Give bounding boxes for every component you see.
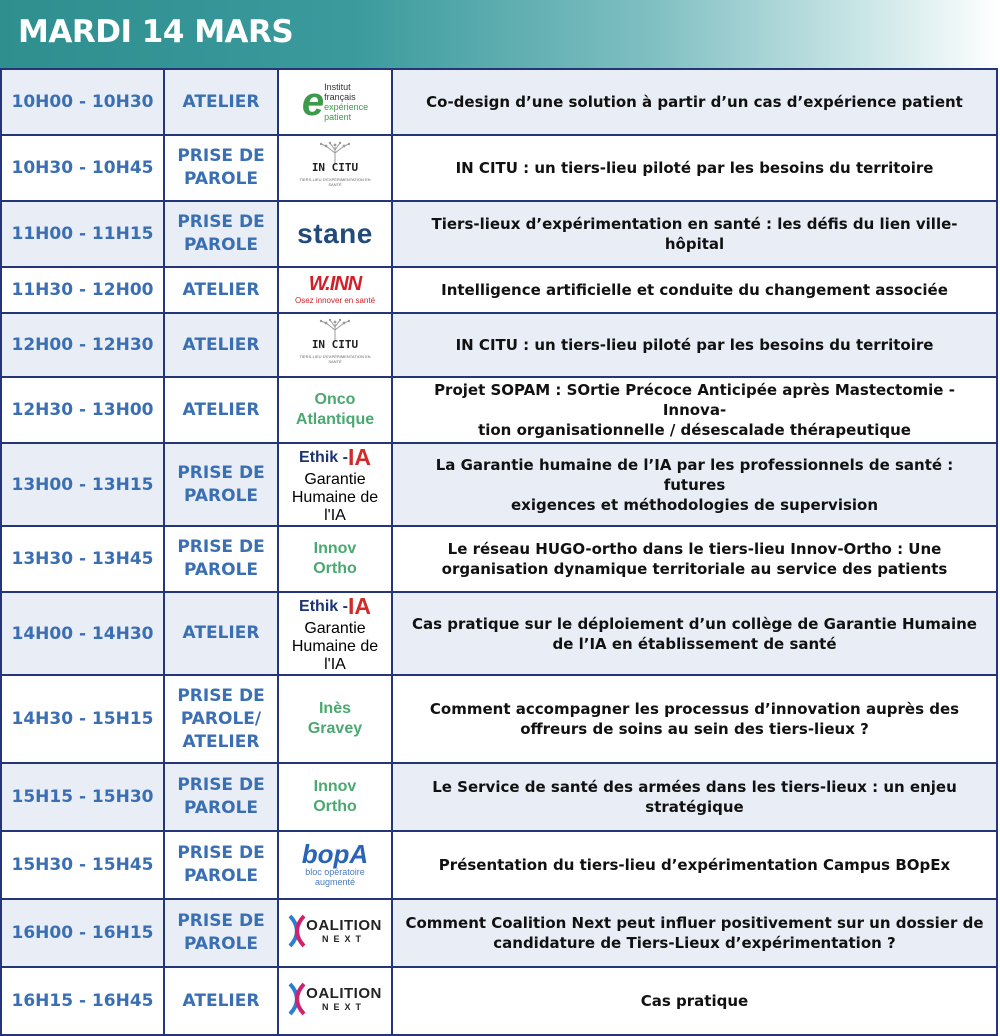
tree-icon (312, 318, 358, 340)
session-row (1, 592, 997, 675)
incitu-logo-text: IN CITU (311, 338, 359, 351)
session-title-line: candidature de Tiers-Lieux d’expérimentation ? (493, 934, 896, 952)
session-type-line: ATELIER (182, 990, 260, 1011)
session-row (1, 675, 997, 763)
session-title (392, 592, 997, 675)
session-type-line: PAROLE (183, 485, 259, 506)
ifep-logo-line: français (324, 92, 356, 102)
onco-atlantique-logo (296, 390, 374, 430)
session-logo (278, 592, 392, 675)
ifep-logo-line: Institut (324, 82, 351, 92)
coalition-logo-next: NEXT (321, 1002, 366, 1012)
session-time: 13H30 - 13H45 (1, 526, 164, 592)
winn-logo (295, 273, 375, 305)
session-type-line: PAROLE (183, 934, 259, 954)
session-title (392, 831, 997, 899)
session-title (392, 201, 997, 267)
session-title-line: Cas pratique (640, 992, 749, 1010)
ethik-logo-tagline: Garantie Humaine de l'IA (291, 620, 379, 673)
innov-ortho-logo (313, 539, 357, 579)
winn-logo-text: W.INN (308, 273, 362, 295)
session-row (1, 377, 997, 443)
tree-icon (312, 141, 358, 163)
ia-logo-text: IA (347, 593, 371, 619)
ethik-ia-logo (279, 444, 391, 525)
session-type-line: PRISE DE (177, 843, 265, 863)
session-type-line: PRISE DE (177, 775, 265, 795)
session-title (392, 313, 997, 377)
bopa-logo-line: augmenté (314, 877, 355, 887)
session-logo (278, 967, 392, 1035)
session-title-line: Tiers-lieux d’expérimentation en santé : les défis du lien ville-hôpital (431, 215, 958, 253)
ethik-logo-text: Ethik - (299, 448, 348, 466)
session-time: 16H00 - 16H15 (1, 899, 164, 967)
ifep-logo-line: patient (324, 112, 352, 122)
session-logo (278, 763, 392, 831)
session-title-line: Intelligence artificielle et conduite du changement associée (441, 281, 948, 299)
session-logo (278, 377, 392, 443)
session-type (164, 69, 278, 135)
session-type (164, 135, 278, 201)
innov-ortho-logo-line: Innov (313, 540, 357, 557)
session-time: 12H00 - 12H30 (1, 313, 164, 377)
session-type-line: PRISE DE (177, 212, 265, 232)
day-banner (0, 0, 1000, 68)
session-logo (278, 899, 392, 967)
session-time: 15H30 - 15H45 (1, 831, 164, 899)
session-title-line: IN CITU : un tiers-lieu piloté par les besoins du territoire (455, 336, 934, 354)
incitu-logo (298, 318, 372, 368)
session-type-line: PRISE DE (177, 146, 265, 166)
innov-ortho-logo-line: Innov (313, 778, 357, 795)
session-logo (278, 675, 392, 763)
session-row (1, 443, 997, 526)
incitu-logo-tagline: TIERS-LIEU D'EXPÉRIMENTATION EN SANTÉ (299, 177, 371, 187)
session-type-line: PRISE DE (177, 685, 265, 706)
session-type (164, 763, 278, 831)
ifep-logo (302, 82, 368, 122)
session-title (392, 967, 997, 1035)
session-row (1, 831, 997, 899)
session-title (392, 526, 997, 592)
ifep-logo-line: expérience (324, 102, 369, 112)
coalition-next-logo (288, 914, 382, 948)
session-row (1, 899, 997, 967)
ethik-logo-text: Ethik - (299, 597, 348, 615)
session-logo (278, 69, 392, 135)
session-title-line: Le réseau HUGO-ortho dans le tiers-lieu Innov-Ortho : Une (447, 540, 942, 558)
ethik-logo-tagline: Garantie Humaine de l'IA (291, 471, 379, 524)
session-logo (278, 443, 392, 526)
session-title-line: tion organisationnelle / désescalade thérapeutique (478, 421, 911, 439)
session-type (164, 313, 278, 377)
session-title-line: Présentation du tiers-lieu d’expérimentation Campus BOpEx (438, 856, 951, 874)
schedule-table (0, 68, 998, 1036)
session-type-line: PAROLE (183, 798, 259, 818)
onco-atlantique-logo-line: Atlantique (295, 411, 375, 428)
session-time: 14H00 - 14H30 (1, 592, 164, 675)
session-title (392, 69, 997, 135)
coalition-logo-name: OALITION (306, 917, 382, 934)
session-type (164, 526, 278, 592)
ines-gravey-logo-line: Gravey (307, 720, 363, 737)
session-title (392, 443, 997, 526)
ethik-ia-wordmark (299, 444, 371, 471)
session-type-line: PRISE DE (177, 537, 265, 557)
session-time: 10H00 - 10H30 (1, 69, 164, 135)
session-type-line: PAROLE (183, 235, 259, 255)
session-logo (278, 313, 392, 377)
coalition-logo-next: NEXT (321, 934, 366, 944)
session-title-line: organisation dynamique territoriale au service des patients (441, 560, 948, 578)
session-logo (278, 831, 392, 899)
ifep-logo-text (324, 82, 368, 122)
session-logo (278, 201, 392, 267)
session-type-line: PRISE DE (177, 462, 265, 483)
bopa-logo-text: bopA (301, 839, 369, 869)
coalition-logo-text (306, 986, 382, 1012)
bopa-logo (302, 841, 368, 887)
session-type (164, 443, 278, 526)
session-title (392, 899, 997, 967)
session-title-line: Cas pratique sur le déploiement d’un collège de Garantie Humaine (412, 614, 977, 633)
innov-ortho-logo (313, 777, 357, 817)
stane-logo: stane (297, 218, 373, 249)
session-row (1, 201, 997, 267)
session-title-line: Projet SOPAM : SOrtie Précoce Anticipée après Mastectomie - Innova- (434, 381, 955, 419)
coalition-next-logo (288, 982, 382, 1016)
session-row (1, 967, 997, 1035)
session-type-line: PAROLE/ (180, 708, 262, 729)
session-time: 14H30 - 15H15 (1, 675, 164, 763)
session-title-line: exigences et méthodologies de supervision (510, 495, 879, 514)
onco-atlantique-logo-line: Onco (314, 391, 356, 408)
coalition-x-icon (288, 914, 306, 948)
session-type-line: PAROLE (183, 169, 259, 189)
session-title-line: Comment accompagner les processus d’innovation auprès des (429, 700, 960, 718)
session-title-line: de l’IA en établissement de santé (552, 634, 837, 653)
winn-logo-tagline: Osez innover en santé (294, 296, 376, 305)
incitu-logo-tagline: TIERS-LIEU D'EXPÉRIMENTATION EN SANTÉ (299, 354, 371, 364)
session-type-line: ATELIER (182, 399, 260, 420)
ethik-ia-wordmark (299, 593, 371, 620)
session-type (164, 831, 278, 899)
session-title (392, 135, 997, 201)
session-type-line: PAROLE (183, 560, 259, 580)
session-title-line: La Garantie humaine de l’IA par les professionnels de santé : futures (435, 455, 954, 494)
session-title (392, 763, 997, 831)
coalition-logo-name: OALITION (306, 985, 382, 1002)
session-type-line: PRISE DE (177, 911, 265, 931)
session-type-line: ATELIER (182, 91, 260, 112)
session-type-line: ATELIER (182, 623, 260, 643)
ines-gravey-logo (308, 699, 362, 739)
session-time: 11H00 - 11H15 (1, 201, 164, 267)
incitu-logo (298, 141, 372, 191)
session-row (1, 69, 997, 135)
session-type-line: ATELIER (182, 731, 260, 752)
session-time: 10H30 - 10H45 (1, 135, 164, 201)
ines-gravey-logo-line: Inès (318, 700, 351, 717)
ifep-e-mark-icon: e (301, 80, 325, 124)
session-title (392, 267, 997, 313)
session-title-line: offreurs de soins au sein des tiers-lieux ? (520, 720, 869, 738)
session-title-line: Comment Coalition Next peut influer positivement sur un dossier de (405, 914, 984, 932)
ia-logo-text: IA (347, 444, 371, 470)
innov-ortho-logo-line: Ortho (313, 560, 357, 577)
session-title (392, 675, 997, 763)
ethik-ia-logo (279, 593, 391, 674)
session-type (164, 899, 278, 967)
session-time: 12H30 - 13H00 (1, 377, 164, 443)
session-type (164, 267, 278, 313)
session-title (392, 377, 997, 443)
session-title-line: stratégique (645, 798, 744, 816)
session-type (164, 967, 278, 1035)
session-logo (278, 526, 392, 592)
session-type (164, 201, 278, 267)
session-title-line: Le Service de santé des armées dans les tiers-lieux : un enjeu (432, 778, 957, 796)
session-type (164, 675, 278, 763)
session-row (1, 526, 997, 592)
day-title: MARDI 14 MARS (18, 14, 294, 50)
session-type-line: ATELIER (182, 334, 260, 355)
session-row (1, 267, 997, 313)
session-time: 11H30 - 12H00 (1, 267, 164, 313)
session-logo (278, 267, 392, 313)
bopa-logo-line: bloc opératoire (305, 867, 365, 877)
session-time: 15H15 - 15H30 (1, 763, 164, 831)
session-title-line: IN CITU : un tiers-lieu piloté par les besoins du territoire (455, 159, 934, 177)
innov-ortho-logo-line: Ortho (313, 798, 357, 815)
incitu-logo-text: IN CITU (311, 161, 359, 174)
session-type (164, 377, 278, 443)
session-row (1, 135, 997, 201)
session-row (1, 763, 997, 831)
session-type-line: PAROLE (183, 866, 259, 886)
session-logo (278, 135, 392, 201)
session-title-line: Co-design d’une solution à partir d’un cas d’expérience patient (426, 93, 963, 111)
coalition-logo-text (306, 918, 382, 944)
session-row (1, 313, 997, 377)
session-time: 16H15 - 16H45 (1, 967, 164, 1035)
coalition-x-icon (288, 982, 306, 1016)
session-type (164, 592, 278, 675)
session-time: 13H00 - 13H15 (1, 443, 164, 526)
session-type-line: ATELIER (182, 279, 260, 300)
